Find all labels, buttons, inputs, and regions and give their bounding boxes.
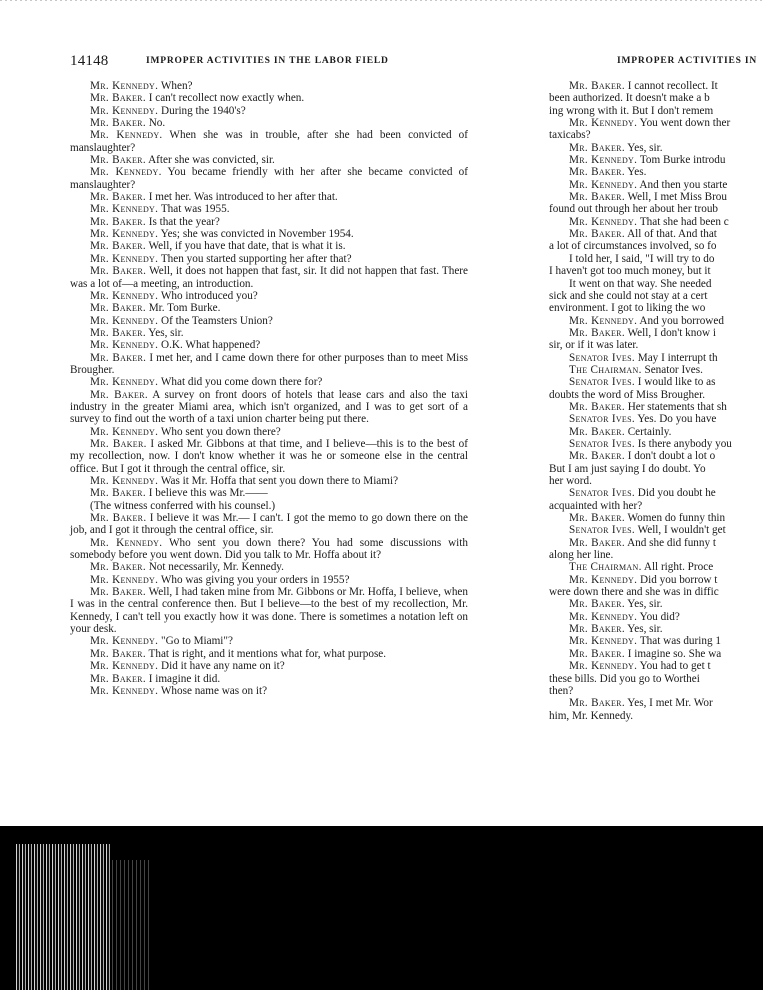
testimony-text: Yes. Do you have [634, 413, 717, 426]
testimony-text: May I interrupt th [634, 351, 718, 364]
speaker-name: Mr. Baker. [569, 623, 625, 636]
speaker-name: Mr. Baker. [90, 437, 147, 450]
testimony-text: doubts the word of Miss Brougher. [549, 388, 705, 401]
testimony-paragraph [70, 216, 468, 228]
testimony-text: I don't doubt a lot o [624, 450, 716, 463]
testimony-paragraph [70, 315, 468, 327]
testimony-text: I haven't got too much money, but it [549, 265, 711, 278]
testimony-paragraph [549, 278, 763, 290]
testimony-text: Yes, I met Mr. Wor [624, 697, 713, 710]
running-head-right: IMPROPER ACTIVITIES IN [617, 56, 758, 66]
speaker-name: Mr. Kennedy. [569, 154, 638, 167]
testimony-text: Then you started supporting her after that? [158, 252, 352, 265]
testimony-paragraph [549, 685, 763, 697]
testimony-paragraph [549, 635, 763, 647]
testimony-text: No. [145, 117, 166, 130]
speaker-name: Mr. Kennedy. [90, 252, 159, 265]
testimony-paragraph [549, 586, 763, 598]
speaker-name: Mr. Kennedy. [90, 80, 159, 92]
speaker-name: Mr. Kennedy. [90, 635, 159, 648]
speaker-name: Mr. Kennedy. [569, 314, 638, 327]
testimony-text: I told her, I said, "I will try to do [569, 252, 715, 265]
testimony-paragraph [70, 586, 468, 635]
speaker-name: Mr. Baker. [569, 450, 625, 463]
speaker-name: Mr. Baker. [569, 228, 625, 241]
speaker-name: Mr. Baker. [90, 92, 146, 105]
testimony-paragraph [549, 537, 763, 549]
speaker-name: Mr. Baker. [90, 215, 146, 228]
speaker-name: Mr. Baker. [90, 191, 146, 204]
testimony-paragraph [70, 265, 468, 290]
speaker-name: Mr. Baker. [569, 80, 625, 92]
testimony-text: I would like to as [634, 376, 716, 389]
testimony-paragraph [549, 142, 763, 154]
testimony-paragraph [549, 80, 763, 92]
speaker-name: Mr. Kennedy. [569, 610, 638, 623]
testimony-text: That is right, and it mentions what for, what purpose. [145, 647, 387, 660]
testimony-text: Her statements that sh [624, 400, 727, 413]
testimony-text: Well, I wouldn't get [634, 524, 726, 537]
testimony-text: were down there and she was in diffic [549, 586, 719, 599]
scan-edge-stripes-faint [112, 860, 152, 990]
testimony-text: Is there anybody you [634, 437, 732, 450]
testimony-paragraph [549, 623, 763, 635]
testimony-paragraph [70, 673, 468, 685]
testimony-text: That she had been c [637, 215, 729, 228]
speaker-name: Mr. Baker. [90, 586, 146, 599]
testimony-text: Yes, sir. [624, 141, 663, 154]
testimony-paragraph [549, 240, 763, 252]
testimony-text: You became friendly with her after she became convicted of manslaughter? [70, 166, 468, 191]
speaker-name: Mr. Baker. [90, 117, 146, 130]
speaker-name: The Chairman. [569, 561, 642, 574]
speaker-name: Mr. Kennedy. [90, 573, 159, 586]
right-column-text [549, 80, 763, 722]
testimony-text: A survey on front doors of hotels that lease cars and also the taxi industry in the greater Miami area, which isn't organized, and I was to get sort of a survey to find out the worth of a taxi union charter being put there. [70, 388, 468, 426]
testimony-paragraph [70, 648, 468, 660]
testimony-text: I asked Mr. Gibbons at that time, and I believe—this is to the best of my recollection, now. I don't know whether it was he or someone else in the central office. But I got it through the central office, sir. [70, 437, 469, 475]
testimony-text: her word. [549, 475, 592, 487]
speaker-name: Mr. Baker. [569, 326, 625, 339]
testimony-text: Well, I had taken mine from Mr. Gibbons or Mr. Hoffa, I believe, when I was in the central conference then. But I believe—to the best of my recollection, Mr. Kennedy, I can't tell you exactly how it was done. There is sometimes a notation left on your desk. [70, 586, 468, 636]
right-column-clip [549, 76, 763, 746]
testimony-text: acquainted with her? [549, 499, 643, 512]
testimony-paragraph [549, 660, 763, 672]
testimony-paragraph [549, 315, 763, 327]
speaker-name: Mr. Baker. [569, 141, 625, 154]
testimony-text: Well, I don't know i [624, 326, 716, 339]
testimony-paragraph [70, 339, 468, 351]
testimony-text: You went down ther [637, 117, 731, 130]
testimony-paragraph [549, 413, 763, 425]
speaker-name: Mr. Kennedy. [90, 536, 163, 549]
testimony-text: Was it Mr. Hoffa that sent you down there to Miami? [158, 475, 399, 487]
testimony-paragraph [549, 673, 763, 685]
testimony-text: When she was in trouble, after she had been convicted of manslaughter? [70, 129, 468, 154]
testimony-text: Who sent you down there? You had some discussions with somebody before you went down. Did you talk to Mr. Hoffa about it? [70, 536, 468, 562]
testimony-text: (The witness conferred with his counsel.) [90, 499, 276, 512]
testimony-paragraph [549, 401, 763, 413]
testimony-paragraph [70, 660, 468, 672]
speaker-name: Senator Ives. [569, 413, 635, 426]
speaker-name: Mr. Kennedy. [90, 166, 162, 179]
testimony-paragraph [549, 92, 763, 104]
scan-edge-stripes [16, 844, 112, 990]
testimony-paragraph [549, 512, 763, 524]
testimony-paragraph [70, 685, 468, 697]
speaker-name: Mr. Kennedy. [90, 129, 163, 142]
testimony-paragraph [549, 500, 763, 512]
testimony-paragraph [549, 697, 763, 709]
testimony-paragraph [70, 154, 468, 166]
testimony-paragraph [549, 487, 763, 499]
testimony-paragraph [70, 105, 468, 117]
testimony-text: "Go to Miami"? [158, 635, 233, 648]
testimony-text: And then you starte [637, 178, 728, 191]
speaker-name: Mr. Baker. [90, 240, 146, 253]
testimony-text: along her line. [549, 549, 614, 562]
testimony-paragraph [70, 92, 468, 104]
speaker-name: Mr. Baker. [90, 512, 147, 525]
testimony-text: I can't recollect now exactly when. [145, 92, 305, 105]
testimony-text: You did? [637, 610, 680, 623]
testimony-paragraph [549, 166, 763, 178]
testimony-paragraph [549, 438, 763, 450]
testimony-text: environment. I got to liking the wo [549, 302, 706, 315]
testimony-text: And you borrowed [637, 314, 724, 327]
testimony-paragraph [549, 265, 763, 277]
running-head-left: IMPROPER ACTIVITIES IN THE LABOR FIELD [146, 56, 389, 66]
testimony-text: Who was giving you your orders in 1955? [158, 573, 350, 586]
testimony-paragraph [549, 475, 763, 487]
testimony-text: I believe this was Mr.—— [145, 487, 268, 500]
testimony-paragraph [70, 574, 468, 586]
speaker-name: Mr. Kennedy. [90, 289, 159, 302]
testimony-text: Who introduced you? [158, 289, 258, 302]
testimony-paragraph [549, 216, 763, 228]
testimony-paragraph [70, 129, 468, 154]
testimony-text: Mr. Tom Burke. [145, 302, 221, 315]
testimony-text: Tom Burke introdu [637, 154, 726, 167]
testimony-paragraph [549, 191, 763, 203]
testimony-paragraph [549, 549, 763, 561]
testimony-text: O.K. What happened? [158, 339, 261, 352]
testimony-text: After she was convicted, sir. [145, 154, 275, 167]
testimony-text: then? [549, 684, 574, 697]
testimony-paragraph [70, 191, 468, 203]
top-edge-dots [0, 0, 763, 6]
testimony-text: When? [158, 80, 193, 92]
speaker-name: Senator Ives. [569, 351, 635, 364]
testimony-text: Women do funny thin [624, 512, 726, 525]
testimony-text: Whose name was on it? [158, 684, 268, 697]
speaker-name: The Chairman. [569, 363, 642, 376]
testimony-paragraph [549, 154, 763, 166]
testimony-text: I met her, and I came down there for other purposes than to meet Miss Brougher. [70, 351, 468, 376]
testimony-text: Well, if you have that date, that is what it is. [145, 240, 346, 253]
speaker-name: Mr. Baker. [90, 265, 147, 278]
speaker-name: Mr. Kennedy. [90, 314, 159, 327]
testimony-text: found out through her about her troub [549, 203, 719, 216]
speaker-name: Mr. Kennedy. [569, 117, 638, 130]
testimony-paragraph [70, 438, 468, 475]
testimony-paragraph [549, 179, 763, 191]
testimony-text: It went on that way. She needed [569, 277, 712, 290]
testimony-paragraph [70, 302, 468, 314]
page-number: 14148 [70, 53, 109, 69]
testimony-paragraph [70, 253, 468, 265]
speaker-name: Mr. Baker. [569, 166, 625, 179]
testimony-text: Yes; she was convicted in November 1954. [158, 228, 354, 241]
testimony-text: Who sent you down there? [158, 425, 281, 438]
testimony-paragraph [70, 117, 468, 129]
testimony-paragraph [70, 240, 468, 252]
testimony-text: these bills. Did you go to Worthei [549, 672, 700, 685]
testimony-text: All right. Proce [641, 561, 714, 574]
testimony-paragraph [549, 710, 763, 722]
testimony-text: Yes, sir. [624, 623, 663, 636]
testimony-text: But I am just saying I do doubt. Yo [549, 462, 706, 475]
testimony-paragraph [549, 598, 763, 610]
speaker-name: Mr. Baker. [90, 647, 146, 660]
testimony-paragraph [70, 635, 468, 647]
testimony-paragraph [549, 352, 763, 364]
testimony-text: I imagine it did. [145, 672, 221, 685]
testimony-text: him, Mr. Kennedy. [549, 709, 634, 722]
speaker-name: Mr. Baker. [569, 191, 625, 204]
testimony-paragraph [70, 512, 468, 537]
testimony-text: During the 1940's? [158, 104, 246, 117]
testimony-paragraph [549, 389, 763, 401]
speaker-name: Mr. Baker. [90, 672, 146, 685]
testimony-paragraph [70, 327, 468, 339]
testimony-text: Is that the year? [145, 215, 220, 228]
speaker-name: Mr. Kennedy. [90, 376, 159, 389]
testimony-paragraph [70, 389, 468, 426]
left-column-text [70, 80, 468, 697]
testimony-paragraph [549, 611, 763, 623]
speaker-name: Mr. Baker. [90, 487, 146, 500]
testimony-text: Well, it does not happen that fast, sir. It did not happen that fast. There was a lot of—a meeting, an introduction. [70, 265, 468, 290]
testimony-text: I imagine so. She wa [624, 647, 722, 660]
testimony-paragraph [549, 450, 763, 462]
speaker-name: Mr. Kennedy. [90, 203, 159, 216]
testimony-paragraph [70, 203, 468, 215]
testimony-text: taxicabs? [549, 129, 591, 142]
speaker-name: Mr. Kennedy. [569, 635, 638, 648]
testimony-text: Of the Teamsters Union? [158, 314, 273, 327]
speaker-name: Mr. Baker. [569, 536, 625, 549]
testimony-text: You had to get t [637, 660, 711, 673]
page-header [70, 52, 430, 72]
testimony-paragraph [549, 105, 763, 117]
speaker-name: Mr. Baker. [569, 512, 625, 525]
testimony-text: I believe it was Mr.— I can't. I got the memo to go down there on the job, and I got it through the central office, sir. [70, 512, 468, 537]
testimony-paragraph [549, 302, 763, 314]
testimony-text: Did you borrow t [637, 573, 718, 586]
testimony-paragraph [70, 376, 468, 388]
speaker-name: Mr. Baker. [90, 351, 147, 364]
speaker-name: Mr. Kennedy. [569, 178, 638, 191]
testimony-paragraph [549, 117, 763, 129]
speaker-name: Mr. Baker. [569, 647, 625, 660]
testimony-text: And she did funny t [624, 536, 716, 549]
testimony-text: I cannot recollect. It [624, 80, 718, 92]
speaker-name: Mr. Baker. [90, 326, 146, 339]
testimony-paragraph [70, 290, 468, 302]
testimony-paragraph [549, 463, 763, 475]
speaker-name: Mr. Kennedy. [569, 215, 638, 228]
testimony-text: sir, or if it was later. [549, 339, 639, 352]
speaker-name: Mr. Kennedy. [90, 339, 159, 352]
speaker-name: Mr. Kennedy. [90, 104, 159, 117]
testimony-text: sick and she could not stay at a cert [549, 289, 708, 302]
speaker-name: Mr. Kennedy. [90, 660, 159, 673]
testimony-paragraph [70, 500, 468, 512]
speaker-name: Senator Ives. [569, 487, 635, 500]
speaker-name: Senator Ives. [569, 437, 635, 450]
testimony-paragraph [70, 166, 468, 191]
testimony-text: That was 1955. [158, 203, 230, 216]
testimony-paragraph [549, 327, 763, 339]
speaker-name: Mr. Kennedy. [90, 228, 159, 241]
testimony-paragraph [549, 574, 763, 586]
testimony-text: Did it have any name on it? [158, 660, 285, 673]
testimony-text: Yes. [624, 166, 647, 179]
testimony-text: Did you doubt he [634, 487, 716, 500]
testimony-paragraph [549, 524, 763, 536]
testimony-text: ing wrong with it. But I don't remem [549, 104, 714, 117]
testimony-paragraph [549, 648, 763, 660]
testimony-paragraph [549, 561, 763, 573]
testimony-text: Senator Ives. [641, 363, 703, 376]
testimony-paragraph [70, 537, 468, 562]
testimony-paragraph [549, 426, 763, 438]
testimony-paragraph [70, 352, 468, 377]
speaker-name: Mr. Baker. [90, 302, 146, 315]
testimony-text: Well, I met Miss Brou [624, 191, 727, 204]
speaker-name: Mr. Baker. [569, 425, 625, 438]
speaker-name: Mr. Kennedy. [90, 475, 159, 487]
testimony-paragraph [549, 228, 763, 240]
testimony-paragraph [549, 129, 763, 141]
speaker-name: Mr. Baker. [90, 388, 148, 401]
speaker-name: Senator Ives. [569, 524, 635, 537]
testimony-text: been authorized. It doesn't make a b [549, 92, 710, 105]
speaker-name: Senator Ives. [569, 376, 635, 389]
speaker-name: Mr. Baker. [569, 697, 625, 710]
testimony-text: Yes, sir. [624, 598, 663, 611]
speaker-name: Mr. Baker. [90, 561, 146, 574]
testimony-text: a lot of circumstances involved, so fo [549, 240, 717, 253]
testimony-text: Yes, sir. [145, 326, 184, 339]
testimony-text: Certainly. [624, 425, 672, 438]
testimony-text: Not necessarily, Mr. Kennedy. [145, 561, 284, 574]
testimony-paragraph [70, 80, 468, 92]
testimony-paragraph [549, 339, 763, 351]
testimony-paragraph [70, 561, 468, 573]
speaker-name: Mr. Baker. [90, 154, 146, 167]
testimony-paragraph [549, 203, 763, 215]
testimony-text: All of that. And that [624, 228, 717, 241]
testimony-text: I met her. Was introduced to her after that. [145, 191, 338, 204]
testimony-paragraph [549, 376, 763, 388]
speaker-name: Mr. Baker. [569, 400, 625, 413]
testimony-paragraph [549, 253, 763, 265]
testimony-paragraph [70, 487, 468, 499]
speaker-name: Mr. Kennedy. [90, 684, 159, 697]
testimony-paragraph [70, 228, 468, 240]
testimony-paragraph [70, 475, 468, 487]
speaker-name: Mr. Kennedy. [569, 660, 638, 673]
testimony-paragraph [549, 290, 763, 302]
speaker-name: Mr. Kennedy. [90, 425, 159, 438]
testimony-paragraph [549, 364, 763, 376]
testimony-text: That was during 1 [637, 635, 721, 648]
speaker-name: Mr. Baker. [569, 598, 625, 611]
testimony-text: What did you come down there for? [158, 376, 323, 389]
testimony-paragraph [70, 426, 468, 438]
speaker-name: Mr. Kennedy. [569, 573, 638, 586]
